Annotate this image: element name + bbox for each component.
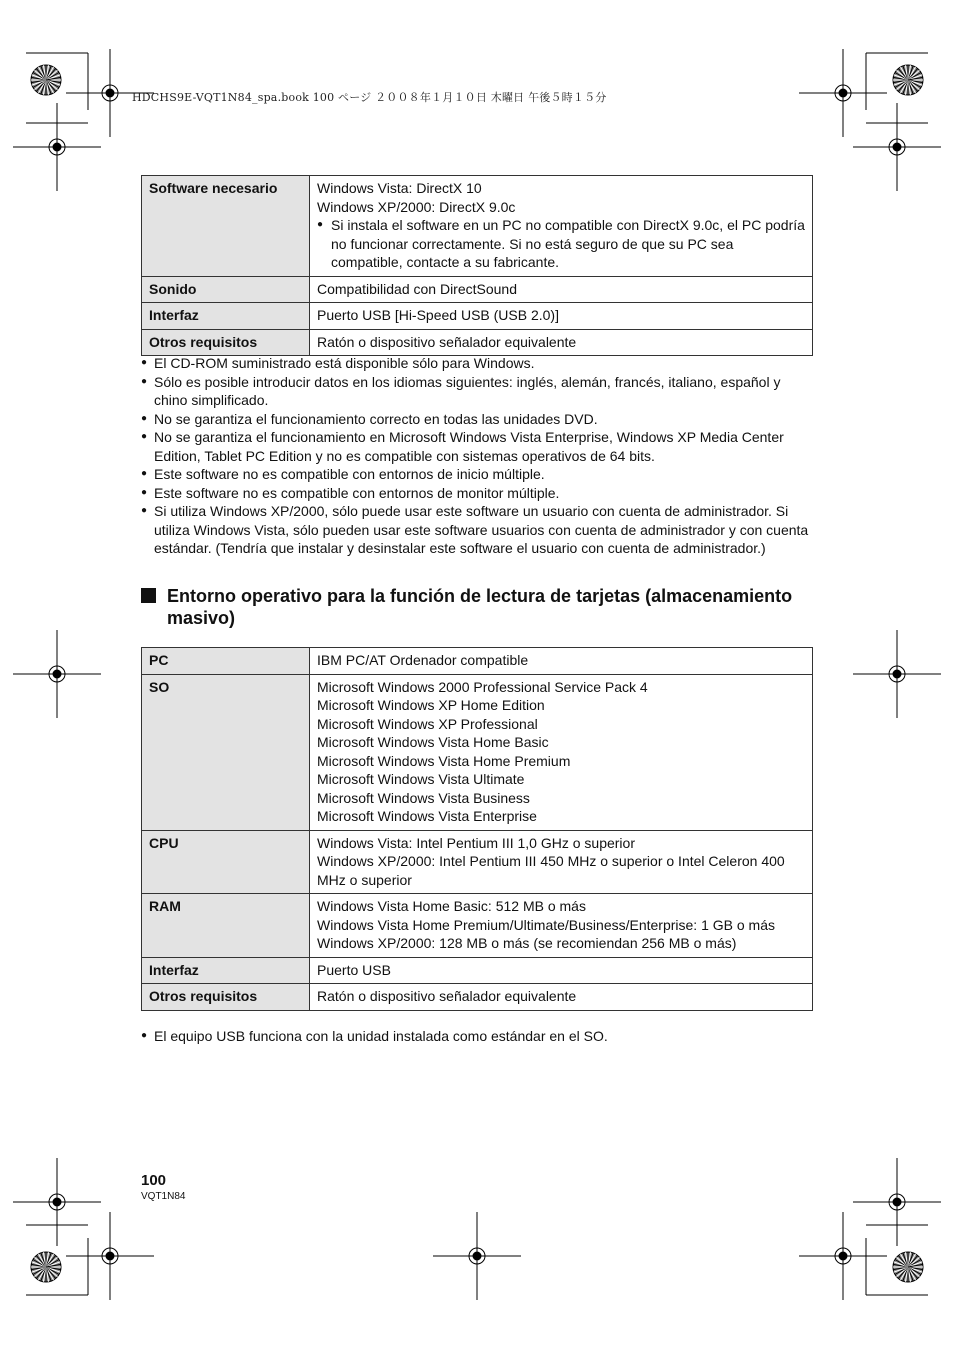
value-line: Windows Vista Home Basic: 512 MB o más bbox=[317, 898, 586, 914]
table-row bbox=[142, 648, 813, 675]
page-number: 100 bbox=[141, 1172, 167, 1189]
starburst-wheel-icon bbox=[31, 1252, 61, 1282]
row-value bbox=[310, 830, 813, 894]
row-value: Compatibilidad con DirectSound bbox=[310, 276, 813, 303]
section-heading-text: Entorno operativo para la función de lectura de tarjetas (almacenamiento masivo) bbox=[167, 586, 793, 628]
table-row bbox=[142, 830, 813, 894]
row-label: Otros requisitos bbox=[142, 329, 310, 356]
card-reader-environment-table bbox=[141, 647, 813, 1011]
value-line: Microsoft Windows XP Home Edition bbox=[317, 697, 545, 713]
starburst-wheel-icon bbox=[31, 65, 61, 95]
crosshair-target-icon bbox=[853, 103, 941, 191]
row-value: Ratón o dispositivo señalador equivalente bbox=[310, 329, 813, 356]
row-value bbox=[310, 674, 813, 830]
row-label: PC bbox=[142, 648, 310, 675]
row-value bbox=[310, 894, 813, 958]
row-value: Puerto USB [Hi-Speed USB (USB 2.0)] bbox=[310, 303, 813, 330]
row-label: CPU bbox=[142, 830, 310, 894]
notes-list-2 bbox=[141, 1027, 816, 1046]
table-row bbox=[142, 176, 813, 277]
crosshair-target-icon bbox=[13, 630, 101, 718]
crosshair-target-icon bbox=[853, 630, 941, 718]
row-label: Sonido bbox=[142, 276, 310, 303]
row-label: Interfaz bbox=[142, 957, 310, 984]
row-label: RAM bbox=[142, 894, 310, 958]
value-line: Windows Vista Home Premium/Ultimate/Business/Enterprise: 1 GB o más bbox=[317, 916, 776, 933]
value-line: Windows XP/2000: DirectX 9.0c bbox=[317, 198, 516, 215]
value-line: Microsoft Windows Vista Ultimate bbox=[317, 771, 525, 787]
table-row bbox=[142, 276, 813, 303]
row-value: Ratón o dispositivo señalador equivalente bbox=[310, 984, 813, 1011]
table-row bbox=[142, 674, 813, 830]
list-item: ● Este software no es compatible con entornos de monitor múltiple. bbox=[141, 484, 816, 503]
row-value: IBM PC/AT Ordenador compatible bbox=[310, 648, 813, 675]
row-label: Software necesario bbox=[142, 176, 310, 277]
list-item: ● El equipo USB funciona con la unidad instalada como estándar en el SO. bbox=[141, 1027, 816, 1046]
value-line: Windows Vista: DirectX 10 bbox=[317, 180, 482, 196]
value-line: Microsoft Windows Vista Home Basic bbox=[317, 734, 549, 750]
row-value bbox=[310, 176, 813, 277]
table-row bbox=[142, 957, 813, 984]
starburst-wheel-icon bbox=[893, 1252, 923, 1282]
value-line: Windows XP/2000: Intel Pentium III 450 MHz o superior o Intel Celeron 400 MHz o superior bbox=[317, 853, 785, 888]
table-row bbox=[142, 984, 813, 1011]
table-row bbox=[142, 894, 813, 958]
value-line: Microsoft Windows Vista Enterprise bbox=[317, 808, 537, 824]
starburst-wheel-icon bbox=[893, 65, 923, 95]
value-line: Microsoft Windows Vista Home Premium bbox=[317, 752, 571, 769]
crosshair-target-icon bbox=[13, 103, 101, 191]
list-item: ● No se garantiza el funcionamiento en Microsoft Windows Vista Enterprise, Windows XP Media Center Edition, Tablet PC Edition y no es compatible con sistemas operativos de 64 bits. bbox=[141, 428, 816, 465]
row-label: Interfaz bbox=[142, 303, 310, 330]
software-requirements-table bbox=[141, 175, 813, 356]
value-line: Microsoft Windows 2000 Professional Service Pack 4 bbox=[317, 678, 648, 695]
list-item: ● Si utiliza Windows XP/2000, sólo puede usar este software un usuario con cuenta de administrador. Si utiliza Windows Vista, sólo pueden usar este software usuarios con cuenta de administrador y con cuenta estándar. (Tendría que instalar y desinstalar este software el usuario con cuenta de administrador.) bbox=[141, 502, 816, 558]
crosshair-target-icon bbox=[433, 1212, 521, 1300]
table-row bbox=[142, 303, 813, 330]
crosshair-target-icon bbox=[853, 1158, 941, 1246]
value-line: Windows XP/2000: 128 MB o más (se recomiendan 256 MB o más) bbox=[317, 935, 737, 951]
list-item: ● Este software no es compatible con entornos de inicio múltiple. bbox=[141, 465, 816, 484]
list-item: ● El CD-ROM suministrado está disponible sólo para Windows. bbox=[141, 354, 816, 373]
list-item: ● No se garantiza el funcionamiento correcto en todas las unidades DVD. bbox=[141, 410, 816, 429]
crosshair-target-icon bbox=[13, 1158, 101, 1246]
section-heading bbox=[141, 585, 821, 629]
notes-list bbox=[141, 354, 816, 558]
row-value: Puerto USB bbox=[310, 957, 813, 984]
value-line: Windows Vista: Intel Pentium III 1,0 GHz o superior bbox=[317, 834, 635, 851]
value-line: Microsoft Windows XP Professional bbox=[317, 715, 538, 732]
square-bullet-icon bbox=[141, 588, 156, 603]
value-line: Microsoft Windows Vista Business bbox=[317, 789, 530, 806]
row-label: Otros requisitos bbox=[142, 984, 310, 1011]
table-row bbox=[142, 329, 813, 356]
value-bullet: ● Si instala el software en un PC no compatible con DirectX 9.0c, el PC podría no funcionar correctamente. Si no está seguro de que su PC sea compatible, contacte a su fabricante. bbox=[317, 216, 805, 272]
row-label: SO bbox=[142, 674, 310, 830]
crosshair-target-icon bbox=[799, 49, 887, 137]
document-code: VQT1N84 bbox=[141, 1191, 186, 1202]
print-header-line: HDCHS9E-VQT1N84_spa.book 100 ページ ２００８年１月１０日 木曜日 午後５時１５分 bbox=[132, 91, 607, 104]
list-item: ● Sólo es posible introducir datos en los idiomas siguientes: inglés, alemán, francés, italiano, español y chino simplificado. bbox=[141, 373, 816, 410]
